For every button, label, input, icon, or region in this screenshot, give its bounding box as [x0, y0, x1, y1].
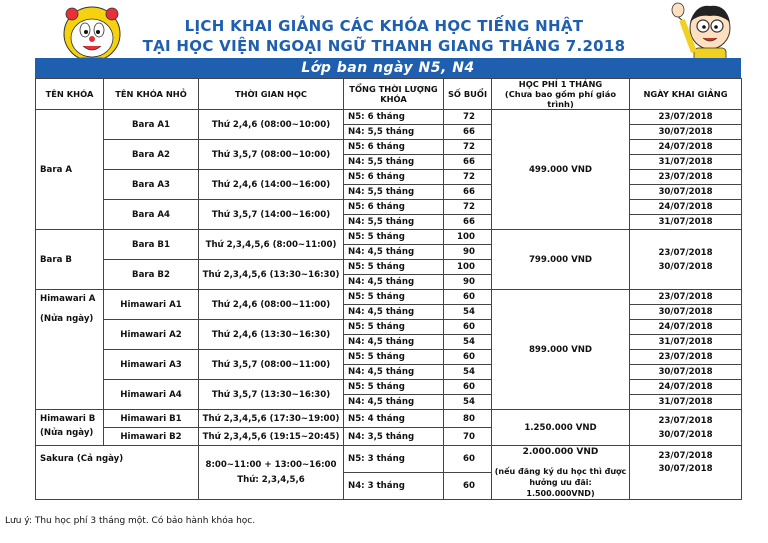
date-cell: 23/07/2018 [630, 350, 742, 365]
class-name: Himawari B2 [104, 428, 199, 446]
date-cell: 30/07/2018 [630, 305, 742, 320]
duration-cell: N5: 5 tháng [344, 380, 444, 395]
date-line: 23/07/2018 [658, 451, 713, 461]
class-name: Bara A4 [104, 200, 199, 230]
sessions-cell: 66 [444, 125, 492, 140]
date-cell: 24/07/2018 [630, 320, 742, 335]
footer-note: Lưu ý: Thu học phí 3 tháng một. Có bảo hành khóa học. [5, 516, 256, 526]
sessions-cell: 60 [444, 446, 492, 473]
sessions-cell: 60 [444, 320, 492, 335]
sessions-cell: 60 [444, 380, 492, 395]
duration-cell: N5: 4 tháng [344, 410, 444, 428]
group-himawari-a [36, 290, 104, 410]
class-time: Thứ 2,3,4,5,6 (13:30~16:30) [199, 260, 344, 290]
date-cell: 30/07/2018 [630, 125, 742, 140]
sessions-cell: 54 [444, 365, 492, 380]
page-title-line1: LỊCH KHAI GIẢNG CÁC KHÓA HỌC TIẾNG NHẬT [184, 17, 584, 35]
sessions-cell: 54 [444, 395, 492, 410]
date-cell: 31/07/2018 [630, 335, 742, 350]
sessions-cell: 70 [444, 428, 492, 446]
date-cell: 31/07/2018 [630, 395, 742, 410]
duration-cell: N4: 4,5 tháng [344, 365, 444, 380]
class-name: Bara A2 [104, 140, 199, 170]
duration-cell: N5: 5 tháng [344, 260, 444, 275]
sessions-cell: 90 [444, 245, 492, 260]
class-time: Thứ 2,4,6 (08:00~11:00) [199, 290, 344, 320]
class-name: Himawari A1 [104, 290, 199, 320]
sessions-cell: 66 [444, 155, 492, 170]
date-cell: 24/07/2018 [630, 380, 742, 395]
sakura-time [199, 446, 344, 500]
group-himawari-b-name: Himawari B [40, 414, 96, 424]
date-cell: 31/07/2018 [630, 155, 742, 170]
duration-cell: N4: 4,5 tháng [344, 305, 444, 320]
sessions-cell: 100 [444, 260, 492, 275]
table-row [36, 140, 742, 155]
table-header-row [36, 79, 742, 110]
sessions-cell: 66 [444, 185, 492, 200]
date-cell: 23/07/2018 [630, 170, 742, 185]
date-cell: 24/07/2018 [630, 200, 742, 215]
date-cell: 23/07/2018 [630, 110, 742, 125]
duration-cell: N5: 5 tháng [344, 290, 444, 305]
duration-cell: N4: 5,5 tháng [344, 215, 444, 230]
group-bara-b: Bara B [36, 230, 104, 290]
date-cell-bara-b [630, 230, 742, 290]
sessions-cell: 60 [444, 473, 492, 500]
class-time: Thứ 3,5,7 (14:00~16:00) [199, 200, 344, 230]
duration-cell: N5: 6 tháng [344, 170, 444, 185]
table-row [36, 200, 742, 215]
class-time: Thứ 2,4,6 (14:00~16:00) [199, 170, 344, 200]
group-himawari-b [36, 410, 104, 446]
group-himawari-a-sub: (Nửa ngày) [40, 314, 94, 324]
date-cell: 31/07/2018 [630, 215, 742, 230]
duration-cell: N5: 6 tháng [344, 140, 444, 155]
header-thoi-gian-hoc: THỜI GIAN HỌC [199, 79, 344, 110]
table-row [36, 446, 742, 473]
duration-cell: N4: 4,5 tháng [344, 395, 444, 410]
class-time: Thứ 2,4,6 (13:30~16:30) [199, 320, 344, 350]
table-row [36, 410, 742, 428]
class-banner: Lớp ban ngày N5, N4 [35, 58, 741, 78]
sessions-cell: 54 [444, 335, 492, 350]
group-himawari-a-name: Himawari A [40, 294, 96, 304]
class-name: Bara A1 [104, 110, 199, 140]
header-ngay-khai-giang: NGÀY KHAI GIẢNG [630, 79, 742, 110]
header-hoc-phi [492, 79, 630, 110]
duration-cell: N5: 5 tháng [344, 230, 444, 245]
duration-cell: N4: 4,5 tháng [344, 245, 444, 260]
duration-cell: N4: 5,5 tháng [344, 125, 444, 140]
table-row [36, 350, 742, 365]
sessions-cell: 54 [444, 305, 492, 320]
fee-sakura [492, 446, 630, 500]
duration-cell: N4: 3,5 tháng [344, 428, 444, 446]
sakura-time-line2: Thứ: 2,3,4,5,6 [237, 474, 305, 485]
date-cell: 24/07/2018 [630, 140, 742, 155]
table-row [36, 110, 742, 125]
class-time: Thứ 3,5,7 (08:00~11:00) [199, 350, 344, 380]
date-line: 30/07/2018 [658, 464, 713, 474]
class-name: Bara A3 [104, 170, 199, 200]
date-cell: 30/07/2018 [630, 185, 742, 200]
sessions-cell: 100 [444, 230, 492, 245]
class-name: Himawari B1 [104, 410, 199, 428]
page-title-line2: TẠI HỌC VIỆN NGOẠI NGỮ THANH GIANG THÁNG 7.2018 [142, 37, 626, 55]
sessions-cell: 72 [444, 170, 492, 185]
duration-cell: N5: 6 tháng [344, 200, 444, 215]
class-name: Bara B1 [104, 230, 199, 260]
fee-sakura-value: 2.000.000 VND [522, 447, 599, 457]
table-row [36, 230, 742, 245]
date-cell: 23/07/2018 [630, 290, 742, 305]
table-row [36, 290, 742, 305]
fee-himawari-a: 899.000 VND [492, 290, 630, 410]
date-cell-himawari-b [630, 410, 742, 446]
table-row [36, 320, 742, 335]
class-name: Himawari A3 [104, 350, 199, 380]
schedule-table [35, 78, 742, 500]
header-hoc-phi-label: HỌC PHÍ 1 THÁNG [518, 79, 603, 89]
sessions-cell: 72 [444, 110, 492, 125]
header-tong-thoi-luong: TỔNG THỜI LƯỢNG KHÓA [344, 79, 444, 110]
date-line: 23/07/2018 [658, 415, 713, 426]
date-cell-sakura [630, 446, 742, 500]
fee-bara-b: 799.000 VND [492, 230, 630, 290]
duration-cell: N5: 5 tháng [344, 320, 444, 335]
table-row [36, 170, 742, 185]
duration-cell: N4: 5,5 tháng [344, 185, 444, 200]
duration-cell: N5: 6 tháng [344, 110, 444, 125]
class-name: Bara B2 [104, 260, 199, 290]
sakura-time-line1: 8:00~11:00 + 13:00~16:00 [205, 459, 337, 470]
duration-cell: N4: 4,5 tháng [344, 275, 444, 290]
group-sakura: Sakura (Cả ngày) [36, 446, 199, 500]
header-ten-khoa-nho: TÊN KHÓA NHỎ [104, 79, 199, 110]
header-ten-khoa: TÊN KHÓA [36, 79, 104, 110]
sessions-cell: 72 [444, 140, 492, 155]
class-time: Thứ 3,5,7 (13:30~16:30) [199, 380, 344, 410]
date-line: 30/07/2018 [658, 261, 713, 272]
date-line: 30/07/2018 [658, 429, 713, 440]
class-time: Thứ 2,3,4,5,6 (8:00~11:00) [199, 230, 344, 260]
fee-bara-a: 499.000 VND [492, 110, 630, 230]
sessions-cell: 60 [444, 350, 492, 365]
sessions-cell: 72 [444, 200, 492, 215]
group-himawari-b-sub: (Nửa ngày) [40, 428, 94, 438]
header-hoc-phi-sub: (Chưa bao gồm phí giáo trình) [504, 89, 617, 109]
date-line: 23/07/2018 [658, 247, 713, 258]
group-bara-a: Bara A [36, 110, 104, 230]
duration-cell: N5: 3 tháng [344, 446, 444, 473]
duration-cell: N4: 4,5 tháng [344, 335, 444, 350]
fee-himawari-b: 1.250.000 VND [492, 410, 630, 446]
class-name: Himawari A4 [104, 380, 199, 410]
class-time: Thứ 3,5,7 (08:00~10:00) [199, 140, 344, 170]
date-cell: 30/07/2018 [630, 365, 742, 380]
duration-cell: N5: 5 tháng [344, 350, 444, 365]
header-so-buoi: SỐ BUỔI [444, 79, 492, 110]
class-time: Thứ 2,4,6 (08:00~10:00) [199, 110, 344, 140]
sessions-cell: 66 [444, 215, 492, 230]
fee-sakura-note: (nếu đăng ký du học thì được hưởng ưu đãi: 1.500.000VND) [494, 467, 627, 498]
class-name: Himawari A2 [104, 320, 199, 350]
class-time: Thứ 2,3,4,5,6 (17:30~19:00) [199, 410, 344, 428]
sessions-cell: 60 [444, 290, 492, 305]
table-row [36, 380, 742, 395]
sessions-cell: 90 [444, 275, 492, 290]
duration-cell: N4: 5,5 tháng [344, 155, 444, 170]
sessions-cell: 80 [444, 410, 492, 428]
duration-cell: N4: 3 tháng [344, 473, 444, 500]
class-time: Thứ 2,3,4,5,6 (19:15~20:45) [199, 428, 344, 446]
